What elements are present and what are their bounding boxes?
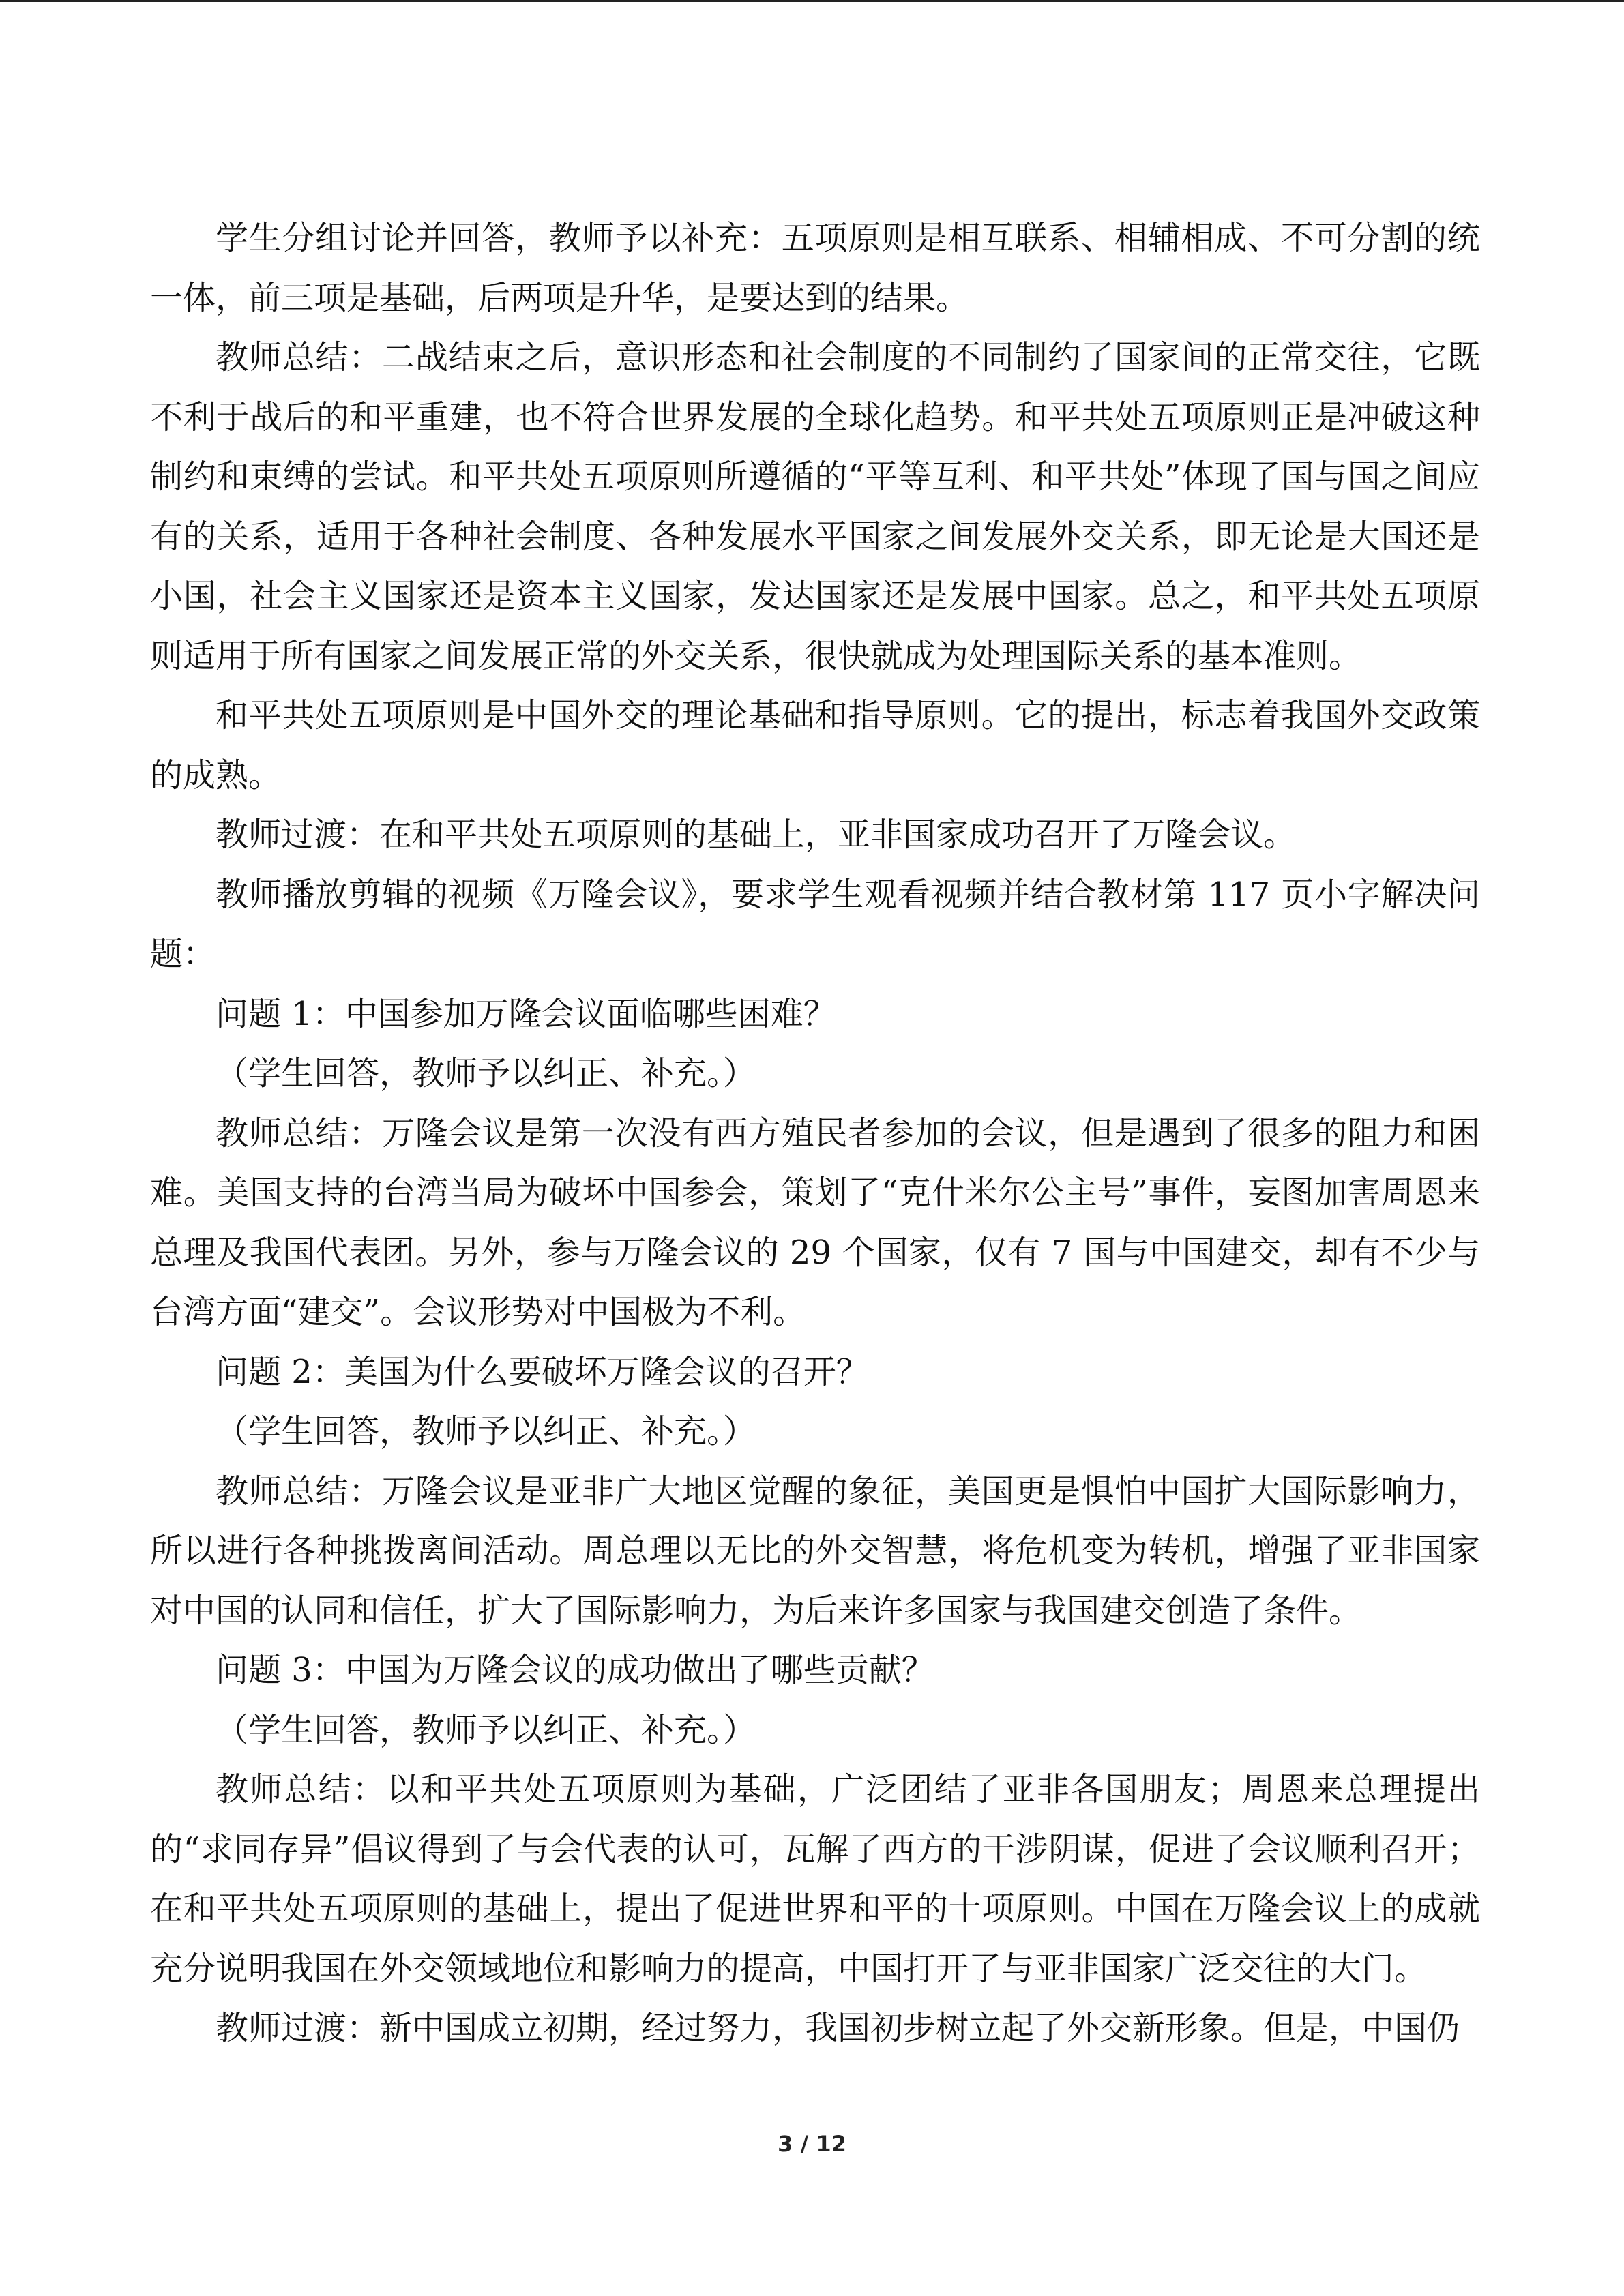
teacher-summary-2: 教师总结：万隆会议是亚非广大地区觉醒的象征，美国更是惧怕中国扩大国际影响力，所以进行各种挑拨离间活动。周总理以无比的外交智慧，将危机变为转机，增强了亚非国家对中国的认同和信任，扩大了国际影响力，为后来许多国家与我国建交创造了条件。 (150, 1472, 1480, 1630)
question-1: 问题 1：中国参加万隆会议面临哪些困难？ (216, 994, 836, 1033)
student-answer-note-3: （学生回答，教师予以纠正、补充。） (216, 1710, 756, 1749)
paragraph-5: 教师播放剪辑的视频《万隆会议》，要求学生观看视频并结合教材第 117 页小字解决问题： (150, 875, 1480, 973)
paragraph-4: 教师过渡：在和平共处五项原则的基础上，亚非国家成功召开了万隆会议。 (216, 816, 1297, 854)
teacher-transition: 教师过渡：新中国成立初期，经过努力，我国初步树立起了外交新形象。但是，中国仍 (216, 2009, 1460, 2047)
question-3: 问题 3：中国为万隆会议的成功做出了哪些贡献？ (216, 1651, 934, 1689)
paragraph-1: 学生分组讨论并回答，教师予以补充：五项原则是相互联系、相辅相成、不可分割的统一体，前三项是基础，后两项是升华，是要达到的结果。 (150, 219, 1480, 317)
page-number: 3 / 12 (778, 2131, 846, 2157)
top-border-line (0, 0, 1624, 2)
paragraph-2: 教师总结：二战结束之后，意识形态和社会制度的不同制约了国家间的正常交往，它既不利于战后的和平重建，也不符合世界发展的全球化趋势。和平共处五项原则正是冲破这种制约和束缚的尝试。和平共处五项原则所遵循的“平等互利、和平共处”体现了国与国之间应有的关系，适用于各种社会制度、各种发展水平国家之间发展外交关系，即无论是大国还是小国，社会主义国家还是资本主义国家，发达国家还是发展中国家。总之，和平共处五项原则适用于所有国家之间发展正常的外交关系，很快就成为处理国际关系的基本准则。 (150, 338, 1480, 675)
student-answer-note-2: （学生回答，教师予以纠正、补充。） (216, 1412, 756, 1450)
student-answer-note-1: （学生回答，教师予以纠正、补充。） (216, 1054, 756, 1092)
question-2: 问题 2：美国为什么要破坏万隆会议的召开？ (216, 1352, 869, 1391)
paragraph-3: 和平共处五项原则是中国外交的理论基础和指导原则。它的提出，标志着我国外交政策的成熟。 (150, 696, 1480, 794)
teacher-summary-1: 教师总结：万隆会议是第一次没有西方殖民者参加的会议，但是遇到了很多的阻力和困难。美国支持的台湾当局为破坏中国参会，策划了“克什米尔公主号”事件，妄图加害周恩来总理及我国代表团。另外，参与万隆会议的 29 个国家，仅有 7 国与中国建交，却有不少与台湾方面“建交”。会议形势对中国极为不利。 (150, 1114, 1480, 1331)
teacher-summary-3: 教师总结：以和平共处五项原则为基础，广泛团结了亚非各国朋友；周恩来总理提出的“求同存异”倡议得到了与会代表的认可，瓦解了西方的干涉阴谋，促进了会议顺利召开；在和平共处五项原则的基础上，提出了促进世界和平的十项原则。中国在万隆会议上的成就充分说明我国在外交领域地位和影响力的提高，中国打开了与亚非国家广泛交往的大门。 (150, 1770, 1480, 1988)
document-body (150, 209, 1480, 2059)
